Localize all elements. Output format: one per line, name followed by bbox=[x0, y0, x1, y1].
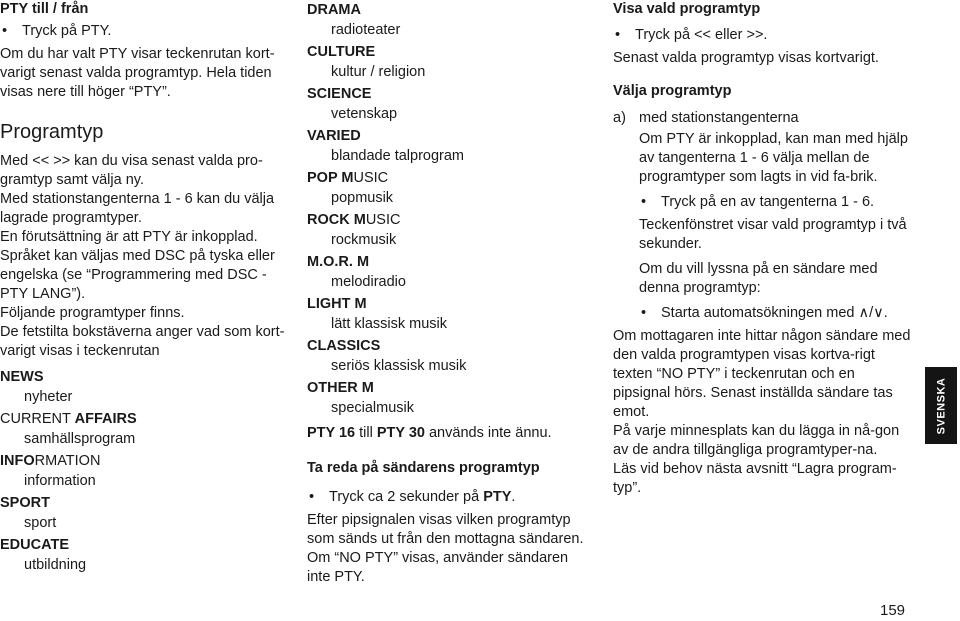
term-bold: AFFAIRS bbox=[74, 411, 137, 427]
term-translation: nyheter bbox=[24, 389, 73, 405]
term-translation: samhällsprogram bbox=[24, 431, 136, 447]
pty-range-text: används inte ännu. bbox=[424, 425, 552, 441]
term-translation: rockmusik bbox=[331, 232, 397, 248]
term-bold: M.O.R. M bbox=[307, 254, 370, 270]
bullet-dot: • bbox=[641, 194, 647, 210]
bullet-text: Tryck på PTY. bbox=[22, 23, 112, 39]
bullet-text: Tryck på en av tangenterna 1 - 6. bbox=[661, 194, 875, 210]
column-right bbox=[613, 0, 913, 498]
term-translation: information bbox=[24, 473, 96, 489]
term-bold: OTHER M bbox=[307, 380, 374, 396]
paragraph: Efter pipsignalen visas vilken programtyp som sänds ut från den mottagna sändaren. Om “NO PTY” visas, använder sändaren inte PTY. bbox=[307, 512, 584, 585]
term-bold: EDUCATE bbox=[0, 537, 70, 553]
term-rest: USIC bbox=[365, 212, 401, 228]
term-bold: ROCK M bbox=[307, 212, 366, 228]
term-bold: VARIED bbox=[307, 128, 361, 144]
term-translation: melodiradio bbox=[331, 274, 406, 290]
column-middle bbox=[307, 0, 592, 587]
term-translation: blandade talprogram bbox=[331, 148, 465, 164]
term-rest: RMATION bbox=[34, 453, 101, 469]
term-translation: lätt klassisk musik bbox=[331, 316, 448, 332]
paragraph: Teckenfönstret visar vald programtyp i två sekunder. bbox=[639, 217, 907, 252]
list-item-a bbox=[613, 109, 913, 128]
term-rock-music bbox=[307, 210, 592, 230]
term-other-music bbox=[307, 378, 592, 398]
list-item-text: med stationstangenterna bbox=[639, 110, 799, 126]
paragraph: Språket kan väljas med DSC på tyska eller engelska (se “Programmering med DSC - PTY LANG”). bbox=[0, 248, 275, 302]
term-news bbox=[0, 367, 290, 387]
section-heading-show-program-type: Visa vald programtyp bbox=[613, 1, 761, 17]
bullet-text-end: . bbox=[511, 489, 516, 505]
list-item-a-body bbox=[613, 130, 913, 323]
bullet-press-preset bbox=[639, 193, 913, 212]
section-heading-select-program-type: Välja programtyp bbox=[613, 83, 732, 99]
bullet-hold-pty bbox=[307, 488, 592, 507]
paragraph: Om mottagaren inte hittar någon sändare med den valda programtypen visas kortva-rigt texten “NO PTY” i teckenrutan och en pipsignal hörs. Senast inställda sändare tas emot. bbox=[613, 328, 911, 420]
term-translation: popmusik bbox=[331, 190, 394, 206]
language-label: SVENSKA bbox=[935, 377, 947, 434]
term-bold: POP M bbox=[307, 170, 354, 186]
language-side-tab bbox=[925, 367, 957, 444]
term-translation: specialmusik bbox=[331, 400, 414, 416]
term-bold: CULTURE bbox=[307, 44, 376, 60]
paragraph: På varje minnesplats kan du lägga in nå-gon av de andra tillgängliga programtyper-na. bbox=[613, 423, 900, 458]
paragraph: Med << >> kan du visa senast valda pro-gramtyp samt välja ny. bbox=[0, 153, 263, 188]
term-bold: NEWS bbox=[0, 369, 44, 385]
bullet-press-arrows bbox=[613, 26, 913, 45]
term-bold: LIGHT M bbox=[307, 296, 367, 312]
program-type-list-2 bbox=[307, 0, 592, 418]
term-classics bbox=[307, 336, 592, 356]
term-translation: seriös klassisk musik bbox=[331, 358, 467, 374]
paragraph: De fetstilta bokstäverna anger vad som kort-varigt visas i teckenrutan bbox=[0, 324, 285, 359]
pty-range-start: PTY 16 bbox=[307, 425, 356, 441]
pty-range-text: till bbox=[355, 425, 377, 441]
bullet-press-pty bbox=[0, 22, 290, 41]
paragraph: Om du har valt PTY visar teckenrutan kort-varigt senast valda programtyp. Hela tiden visas nere till höger “PTY”. bbox=[0, 46, 275, 100]
term-translation: sport bbox=[24, 515, 57, 531]
paragraph: Med stationstangenterna 1 - 6 kan du välja lagrade programtyper. bbox=[0, 191, 275, 226]
bullet-dot: • bbox=[615, 27, 621, 43]
term-rest: USIC bbox=[353, 170, 389, 186]
term-translation: vetenskap bbox=[331, 106, 398, 122]
paragraph: Följande programtyper finns. bbox=[0, 305, 185, 321]
term-culture bbox=[307, 42, 592, 62]
term-educate bbox=[0, 535, 290, 555]
term-current-affairs bbox=[0, 409, 290, 429]
section-heading-find-program-type: Ta reda på sändarens programtyp bbox=[307, 460, 540, 476]
paragraph: En förutsättning är att PTY är inkopplad. bbox=[0, 229, 258, 245]
term-light-music bbox=[307, 294, 592, 314]
section-heading-pty-on-off: PTY till / från bbox=[0, 1, 89, 17]
term-sport bbox=[0, 493, 290, 513]
bullet-start-search bbox=[639, 304, 913, 323]
bullet-dot: • bbox=[2, 23, 8, 39]
pty-unused-note bbox=[307, 424, 592, 443]
bullet-dot: • bbox=[641, 305, 647, 321]
paragraph: Läs vid behov nästa avsnitt “Lagra program-typ”. bbox=[613, 461, 897, 496]
term-translation: utbildning bbox=[24, 557, 87, 573]
column-left bbox=[0, 0, 290, 577]
term-translation: radioteater bbox=[331, 22, 401, 38]
term-information bbox=[0, 451, 290, 471]
term-bold: CLASSICS bbox=[307, 338, 381, 354]
term-drama bbox=[307, 0, 592, 20]
term-rest: CURRENT bbox=[0, 411, 75, 427]
term-mor-music bbox=[307, 252, 592, 272]
term-bold: SPORT bbox=[0, 495, 50, 511]
paragraph: Om du vill lyssna på en sändare med denna programtyp: bbox=[639, 261, 878, 296]
bullet-dot: • bbox=[309, 489, 315, 505]
term-bold: INFO bbox=[0, 453, 35, 469]
term-science bbox=[307, 84, 592, 104]
term-varied bbox=[307, 126, 592, 146]
bullet-key: PTY bbox=[483, 489, 512, 505]
bullet-text: Tryck ca 2 sekunder på bbox=[329, 489, 484, 505]
section-title-programtyp: Programtyp bbox=[0, 121, 104, 143]
term-pop-music bbox=[307, 168, 592, 188]
bullet-text: Tryck på << eller >>. bbox=[635, 27, 768, 43]
term-translation: kultur / religion bbox=[331, 64, 426, 80]
page-number: 159 bbox=[880, 602, 906, 619]
paragraph: Senast valda programtyp visas kortvarigt. bbox=[613, 50, 879, 66]
term-bold: SCIENCE bbox=[307, 86, 372, 102]
paragraph: Om PTY är inkopplad, kan man med hjälp av tangenterna 1 - 6 välja mellan de programtyper som lagts in vid fa-brik. bbox=[639, 131, 908, 185]
program-type-list-1 bbox=[0, 367, 290, 575]
pty-range-end: PTY 30 bbox=[376, 425, 425, 441]
term-bold: DRAMA bbox=[307, 2, 361, 18]
bullet-text: Starta automatsökningen med ∧/∨. bbox=[661, 305, 888, 321]
list-letter: a) bbox=[613, 110, 626, 126]
